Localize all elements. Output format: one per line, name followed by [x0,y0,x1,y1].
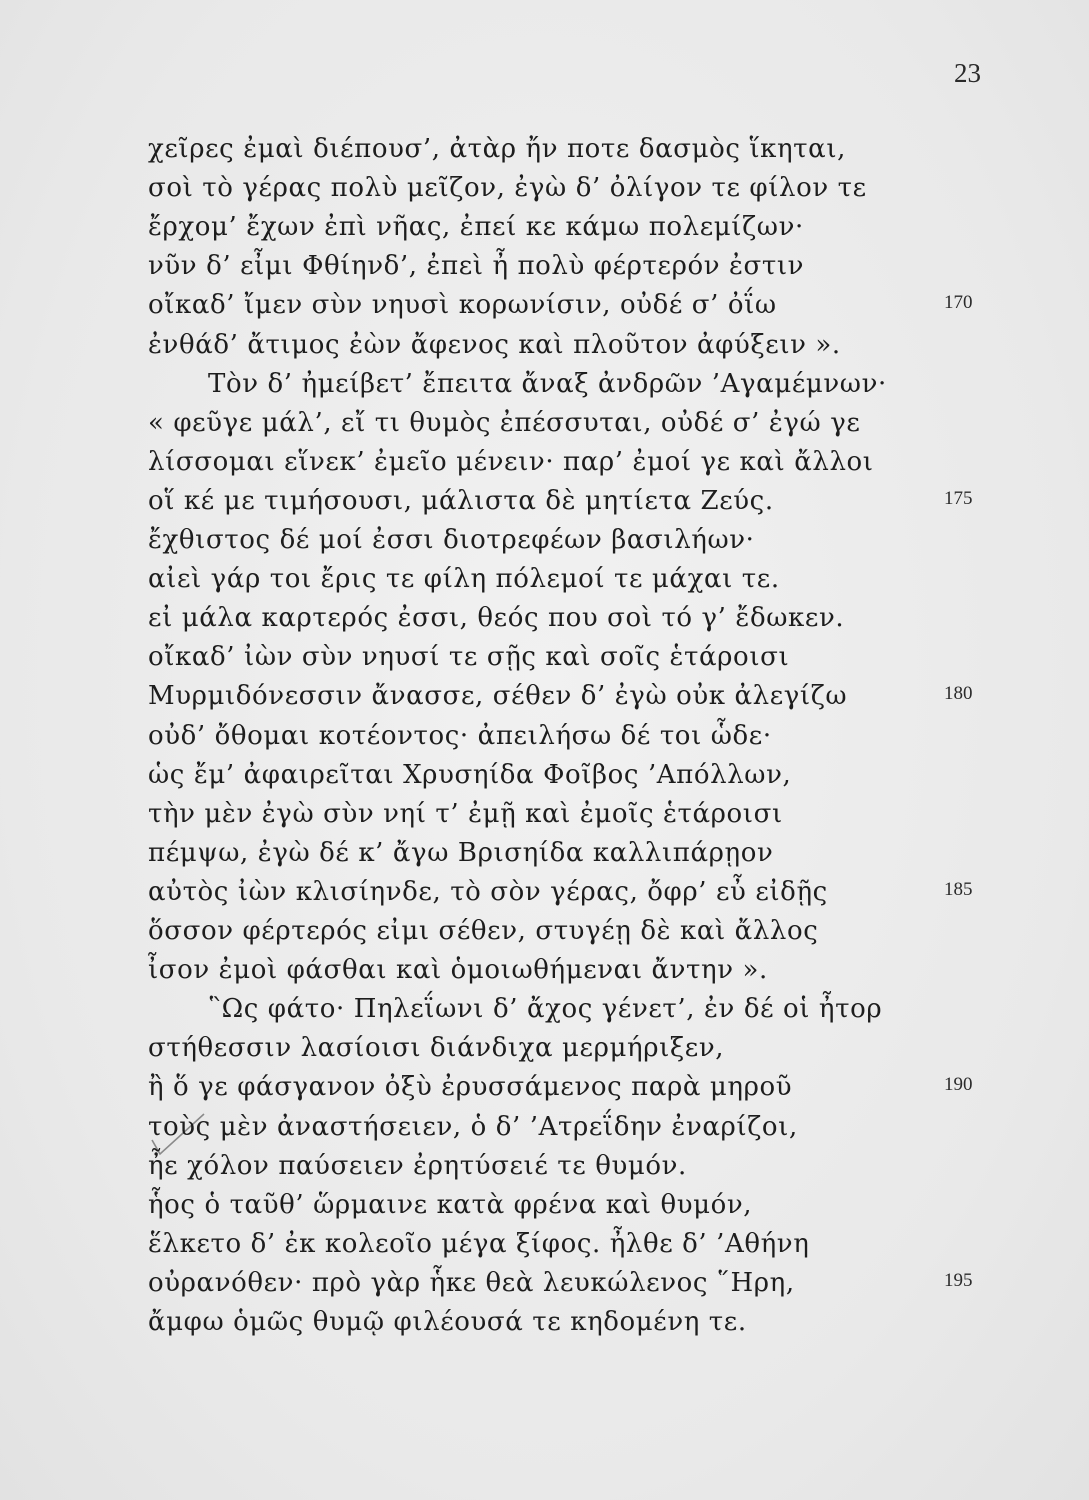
verse-line: τοὺς μὲν ἀναστήσειεν, ὁ δ’ ’Ατρεΐδην ἐναρίζοι, [148,1112,798,1142]
verse-line: ἐνθάδ’ ἄτιμος ἐὼν ἄφενος καὶ πλοῦτον ἀφύξειν ». [148,330,841,360]
verse-line: ἄμφω ὁμῶς θυμῷ φιλέουσά τε κηδομένη τε. [148,1307,747,1337]
verse-line: Τὸν δ’ ἠμείβετ’ ἔπειτα ἄναξ ἀνδρῶν ’Αγαμέμνων· [208,369,887,399]
verse-line: ὡς ἔμ’ ἀφαιρεῖται Χρυσηίδα Φοῖβος ’Απόλλων, [148,760,792,790]
verse-line: οἴκαδ’ ἰὼν σὺν νηυσί τε σῇς καὶ σοῖς ἑτάροισι [148,642,790,672]
verse-line: λίσσομαι εἵνεκ’ ἐμεῖο μένειν· παρ’ ἐμοί γε καὶ ἄλλοι [148,447,874,477]
verse-line: αὐτὸς ἰὼν κλισίηνδε, τὸ σὸν γέρας, ὄφρ’ εὖ εἰδῇς [148,877,828,907]
verse-line: εἰ μάλα καρτερός ἐσσι, θεός που σοὶ τό γ’ ἔδωκεν. [148,603,845,633]
verse-line: οἵ κέ με τιμήσουσι, μάλιστα δὲ μητίετα Ζεύς. [148,486,774,516]
verse-line: οὐδ’ ὄθομαι κοτέοντος· ἀπειλήσω δέ τοι ὧδε· [148,721,772,751]
line-number: 170 [944,292,973,313]
verse-line: ἢ ὅ γε φάσγανον ὀξὺ ἐρυσσάμενος παρὰ μηροῦ [148,1072,793,1102]
verse-line: ἧος ὁ ταῦθ’ ὥρμαινε κατὰ φρένα καὶ θυμόν, [148,1190,753,1220]
verse-line: σοὶ τὸ γέρας πολὺ μεῖζον, ἐγὼ δ’ ὀλίγον τε φίλον τε [148,173,867,203]
verse-line: τὴν μὲν ἐγὼ σὺν νηί τ’ ἐμῇ καὶ ἐμοῖς ἑτάροισι [148,799,783,829]
verse-line: αἰεὶ γάρ τοι ἔρις τε φίλη πόλεμοί τε μάχαι τε. [148,564,780,594]
line-number: 195 [944,1270,973,1291]
verse-line: ἔχθιστος δέ μοί ἐσσι διοτρεφέων βασιλήων· [148,525,755,555]
verse-line: « φεῦγε μάλ’, εἴ τι θυμὸς ἐπέσσυται, οὐδέ σ’ ἐγώ γε [148,408,861,438]
line-number: 190 [944,1074,973,1095]
verse-line: ὅσσον φέρτερός εἰμι σέθεν, στυγέῃ δὲ καὶ ἄλλος [148,916,819,946]
line-number: 185 [944,879,973,900]
verse-line: χεῖρες ἐμαὶ διέπουσ’, ἀτὰρ ἤν ποτε δασμὸς ἵκηται, [148,134,846,164]
verse-line: οὐρανόθεν· πρὸ γὰρ ἧκε θεὰ λευκώλενος ῞Ηρη, [148,1268,795,1298]
verse-line: ἦε χόλον παύσειεν ἐρητύσειέ τε θυμόν. [148,1151,687,1181]
verse-line: ἔρχομ’ ἔχων ἐπὶ νῆας, ἐπεί κε κάμω πολεμίζων· [148,212,804,242]
verse-line: ἕλκετο δ’ ἐκ κολεοῖο μέγα ξίφος. ἦλθε δ’ ’Αθήνη [148,1229,810,1259]
verse-line: ἶσον ἐμοὶ φάσθαι καὶ ὁμοιωθήμεναι ἄντην ». [148,955,768,985]
line-number: 175 [944,488,973,509]
page-number: 23 [954,58,981,88]
verse-line: νῦν δ’ εἶμι Φθίηνδ’, ἐπεὶ ἦ πολὺ φέρτερόν ἐστιν [148,251,805,281]
verse-line: στήθεσσιν λασίοισι διάνδιχα μερμήριξεν, [148,1033,725,1063]
verse-line: Μυρμιδόνεσσιν ἄνασσε, σέθεν δ’ ἐγὼ οὐκ ἀλεγίζω [148,681,848,711]
line-number: 180 [944,683,973,704]
verse-line: πέμψω, ἐγὼ δέ κ’ ἄγω Βρισηίδα καλλιπάρῃον [148,838,774,868]
verse-line: ῝Ως φάτο· Πηλεΐωνι δ’ ἄχος γένετ’, ἐν δέ οἱ ἦτορ [208,994,883,1024]
verse-line: οἴκαδ’ ἴμεν σὺν νηυσὶ κορωνίσιν, οὐδέ σ’ ὀΐω [148,290,777,320]
